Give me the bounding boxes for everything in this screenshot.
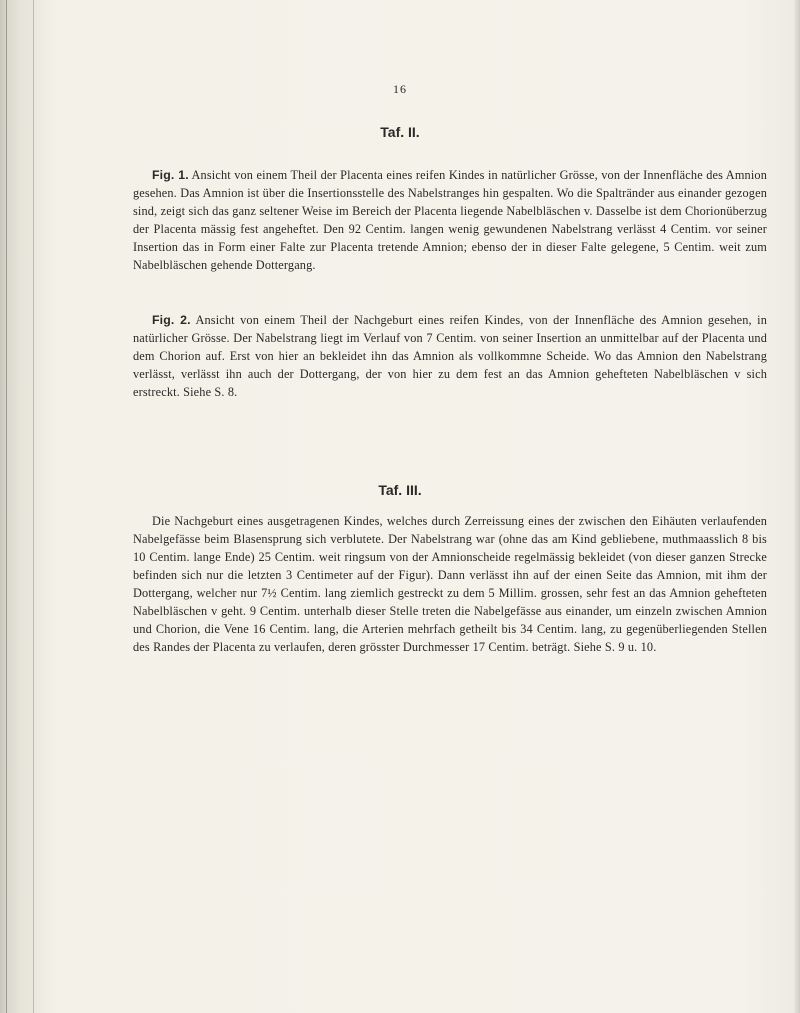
figure-1-description <box>133 166 767 274</box>
page-number: 16 <box>393 82 407 96</box>
binding-line <box>33 0 34 1013</box>
figure-2-text: Ansicht von einem Theil der Nachgeburt eines reifen Kindes, von der Innenfläche des Amnion gesehen, in natürlicher Grösse. Der Nabelstrang liegt im Verlauf von 7 Centim. von seiner Insertion an unmittelbar auf der Placenta und dem Chorion auf. Erst von hier an bekleidet ihn das Amnion als vollkommne Scheide. Wo das Amnion den Nabelstrang verlässt, verlässt ihn auch der Dottergang, der von hier zu dem fest an das Amnion gehefteten Nabelbläschen v sich erstreckt. Siehe S. 8. <box>133 313 767 399</box>
figure-1-label: Fig. 1. <box>152 168 189 182</box>
figure-1-text: Ansicht von einem Theil der Placenta eines reifen Kindes in natürlicher Grösse, von der Innenfläche des Amnion gesehen. Das Amnion ist über die Insertionsstelle des Nabelstranges hin gespalten. Wo die Spaltränder aus einander gezogen sind, zeigt sich das ganz seltener Weise im Bereich der Placenta liegende Nabelbläschen v. Dasselbe ist dem Chorionüberzug der Placenta mässig fest angeheftet. Den 92 Centim. langen wenig gewundenen Nabelstrang verlässt 4 Centim. vor seiner Insertion das in Form einer Falte zur Placenta tretende Amnion; ebenso der in dieser Falte gelegene, 5 Centim. weit zum Nabelbläschen gehende Dottergang. <box>133 168 767 272</box>
figure-2-description <box>133 311 767 401</box>
section-heading-taf-iii: Taf. III. <box>378 482 422 498</box>
binding-line <box>6 0 7 1013</box>
section-heading-taf-ii: Taf. II. <box>380 124 420 140</box>
page-edge <box>794 0 800 1013</box>
taf-iii-description: Die Nachgeburt eines ausgetragenen Kindes, welches durch Zerreissung eines der zwischen den Eihäuten verlaufenden Nabelgefässe beim Blasensprung sich verblutete. Der Nabelstrang war (ohne das am Kind gebliebene, muthmaasslich 8 bis 10 Centim. lange Ende) 25 Centim. weit ringsum von der Amnionscheide regelmässig bekleidet (von dieser ganzen Strecke befinden sich nur die letzten 3 Centimeter auf der Figur). Dann verlässt ihn auf der einen Seite das Amnion, mit ihm der Dottergang, welcher nur 7½ Centim. lang ziemlich gestreckt zu dem 5 Millim. grossen, sehr fest an das Amnion gehefteten Nabelbläschen v geht. 9 Centim. unterhalb dieser Stelle treten die Nabelgefässe aus einander, um einzeln zwischen Amnion und Chorion, die Vene 16 Centim. lang, die Arterien mehrfach getheilt bis 34 Centim. lang, zu gegenüberliegenden Stellen des Randes der Placenta zu verlaufen, deren grösster Durchmesser 17 Centim. beträgt. Siehe S. 9 u. 10. <box>133 514 767 654</box>
figure-2-label: Fig. 2. <box>152 313 191 327</box>
